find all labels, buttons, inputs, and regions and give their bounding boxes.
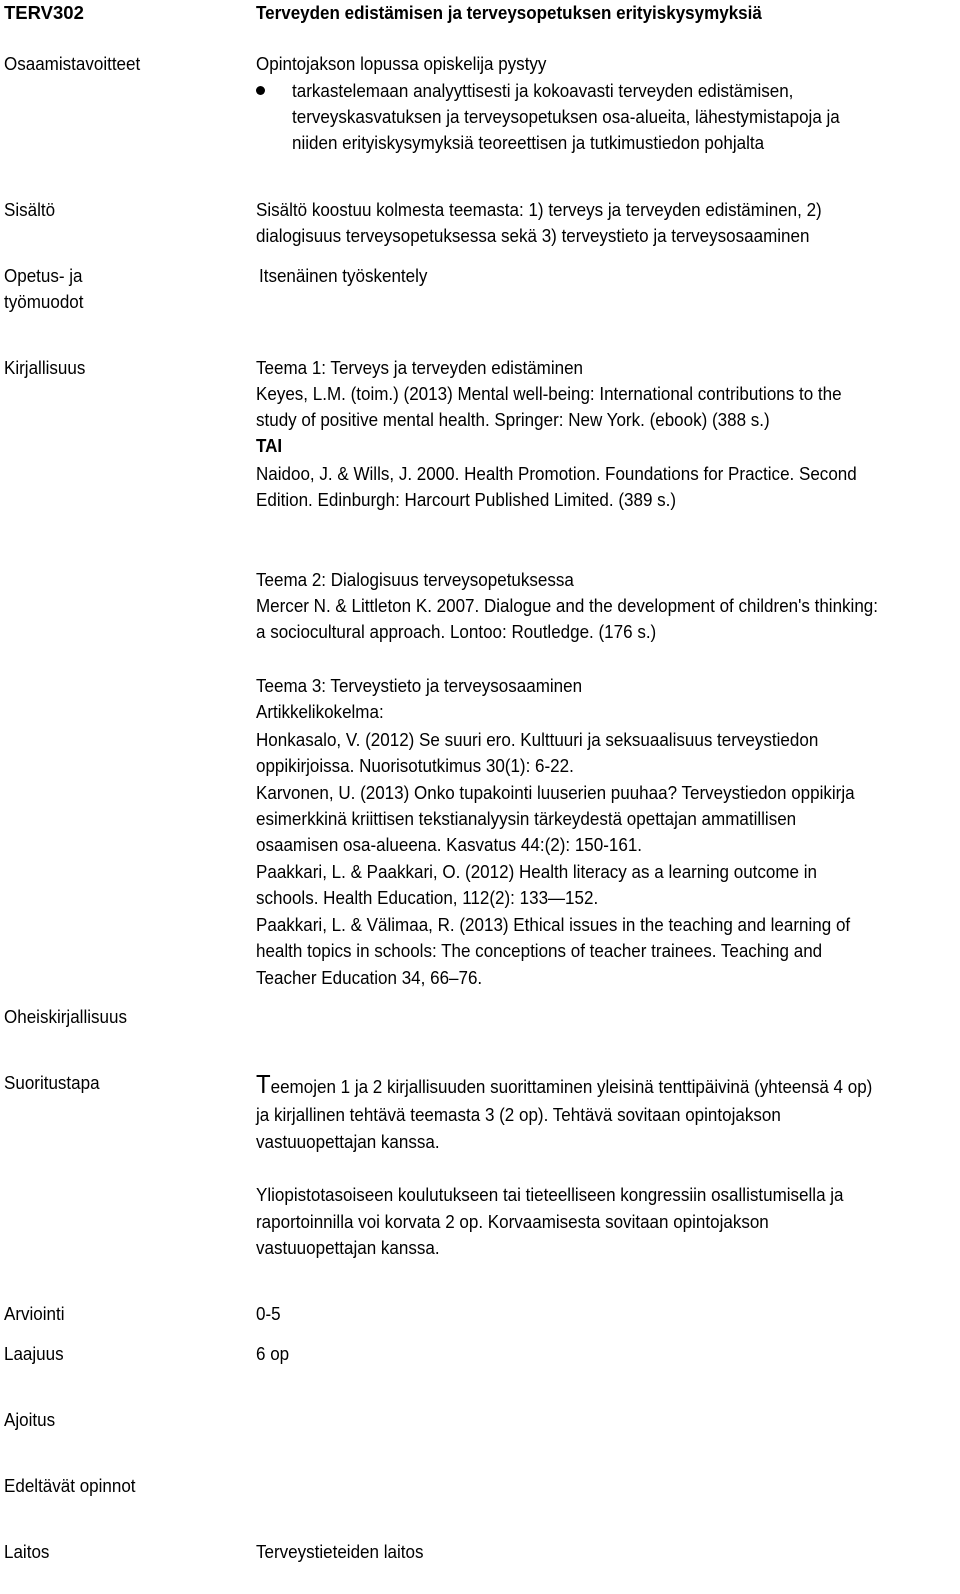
reference-line: study of positive mental health. Springer: New York. (ebook) (388 s.)	[256, 409, 770, 430]
completion-line: ja kirjallinen tehtävä teemasta 3 (2 op). Tehtävä sovitaan opintojakson	[256, 1104, 781, 1125]
reference-line: Mercer N. & Littleton K. 2007. Dialogue and the development of children's thinking:	[256, 595, 879, 616]
department-label: Laitos	[4, 1541, 50, 1562]
reference-line: Teacher Education 34, 66–76.	[256, 967, 483, 988]
reference-line: Edition. Edinburgh: Harcourt Published Limited. (389 s.)	[256, 489, 677, 510]
theme2-heading: Teema 2: Dialogisuus terveysopetuksessa	[256, 569, 574, 590]
completion-line: vastuuopettajan kanssa.	[256, 1237, 440, 1258]
reference-line: Naidoo, J. & Wills, J. 2000. Health Promotion. Foundations for Practice. Second	[256, 463, 857, 484]
objectives-line: terveyskasvatuksen ja terveysopetuksen osa-alueita, lähestymistapoja ja	[292, 106, 840, 127]
methods-label: Opetus- ja	[4, 265, 83, 286]
assessment-label: Arviointi	[4, 1303, 65, 1324]
completion-line: Yliopistotasoiseen koulutukseen tai tieteelliseen kongressiin osallistumisella ja	[256, 1184, 844, 1205]
reference-line: health topics in schools: The conceptions of teacher trainees. Teaching and	[256, 940, 823, 961]
methods-label: työmuodot	[4, 291, 84, 312]
or-separator: TAI	[256, 435, 283, 456]
scope-value: 6 op	[256, 1343, 290, 1364]
course-code: TERV302	[4, 2, 84, 23]
content-label: Sisältö	[4, 199, 56, 220]
course-title: Terveyden edistämisen ja terveysopetuksen erityiskysymyksiä	[256, 2, 762, 23]
completion-line-rest: eemojen 1 ja 2 kirjallisuuden suorittaminen yleisinä tenttipäivinä (yhteensä 4 op)	[270, 1076, 873, 1097]
reference-line: Honkasalo, V. (2012) Se suuri ero. Kulttuuri ja seksuaalisuus terveystiedon	[256, 729, 819, 750]
methods-value: Itsenäinen työskentely	[259, 265, 428, 286]
theme1-heading: Teema 1: Terveys ja terveyden edistäminen	[256, 357, 584, 378]
completion-initial: T	[256, 1069, 271, 1099]
reference-line: Keyes, L.M. (toim.) (2013) Mental well-being: International contributions to the	[256, 383, 842, 404]
objectives-line: tarkastelemaan analyyttisesti ja kokoavasti terveyden edistämisen,	[292, 80, 794, 101]
completion-line: raportoinnilla voi korvata 2 op. Korvaamisesta sovitaan opintojakson	[256, 1211, 769, 1232]
completion-line	[256, 1071, 872, 1100]
reference-line: Paakkari, L. & Paakkari, O. (2012) Health literacy as a learning outcome in	[256, 861, 817, 882]
objectives-intro: Opintojakson lopussa opiskelija pystyy	[256, 53, 547, 74]
theme3-heading: Teema 3: Terveystieto ja terveysosaaminen	[256, 675, 583, 696]
reference-line: Karvonen, U. (2013) Onko tupakointi luuserien puuhaa? Terveystiedon oppikirja	[256, 782, 855, 803]
objectives-line: niiden erityiskysymyksiä teoreettisen ja tutkimustiedon pohjalta	[292, 132, 765, 153]
reference-line: osaamisen osa-alueena. Kasvatus 44:(2): 150-161.	[256, 834, 643, 855]
reference-line: a sociocultural approach. Lontoo: Routledge. (176 s.)	[256, 621, 657, 642]
department-value: Terveystieteiden laitos	[256, 1541, 424, 1562]
assessment-value: 0-5	[256, 1303, 281, 1324]
reference-line: esimerkkinä kriittisen tekstianalyysin tärkeydestä opettajan ammatillisen	[256, 808, 797, 829]
bullet-icon	[256, 86, 265, 95]
timing-label: Ajoitus	[4, 1409, 56, 1430]
reference-line: Paakkari, L. & Välimaa, R. (2013) Ethical issues in the teaching and learning of	[256, 914, 851, 935]
content-line: dialogisuus terveysopetuksessa sekä 3) terveystieto ja terveysosaaminen	[256, 225, 810, 246]
scope-label: Laajuus	[4, 1343, 64, 1364]
supplementary-label: Oheiskirjallisuus	[4, 1006, 127, 1027]
reference-line: Artikkelikokelma:	[256, 701, 384, 722]
content-line: Sisältö koostuu kolmesta teemasta: 1) terveys ja terveyden edistäminen, 2)	[256, 199, 822, 220]
reference-line: schools. Health Education, 112(2): 133—152.	[256, 887, 599, 908]
prerequisites-label: Edeltävät opinnot	[4, 1475, 136, 1496]
literature-label: Kirjallisuus	[4, 357, 86, 378]
completion-label: Suoritustapa	[4, 1072, 100, 1093]
objectives-label: Osaamistavoitteet	[4, 53, 141, 74]
reference-line: oppikirjoissa. Nuorisotutkimus 30(1): 6-22.	[256, 755, 574, 776]
completion-line: vastuuopettajan kanssa.	[256, 1131, 440, 1152]
